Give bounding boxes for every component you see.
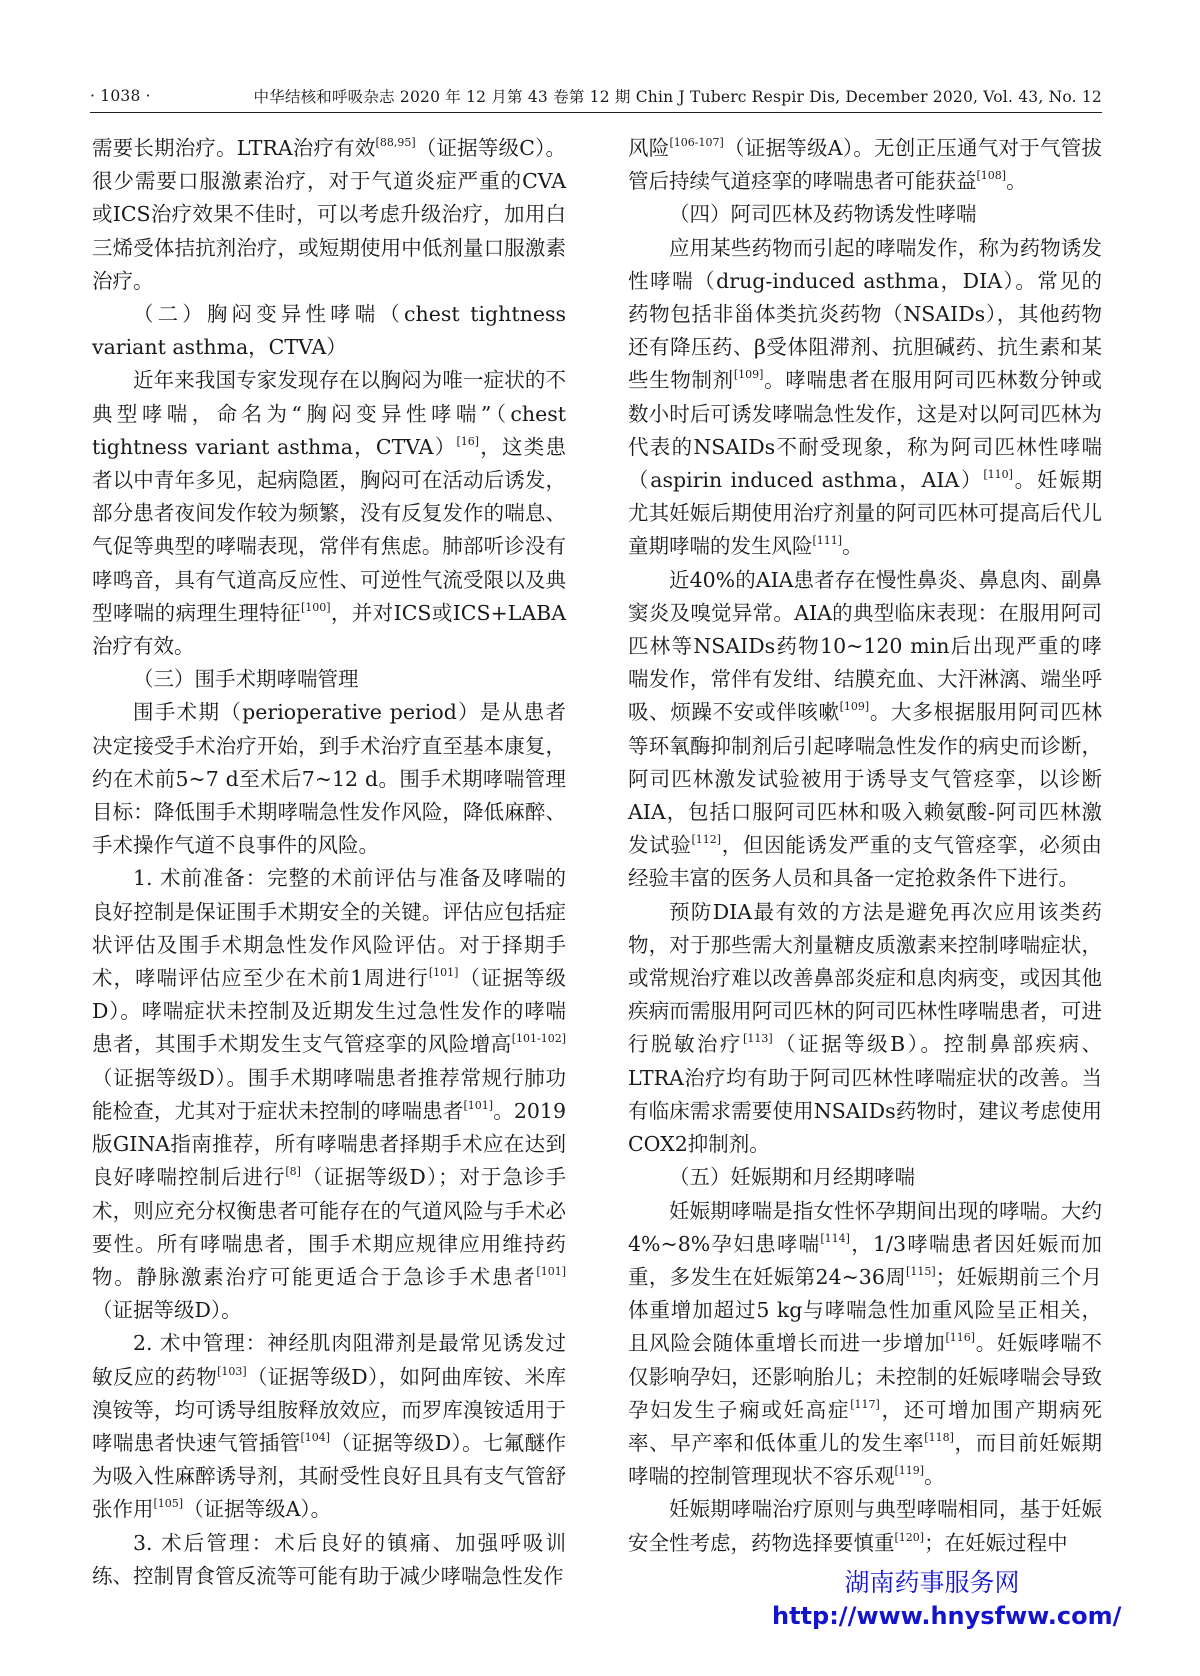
text-run: 2. 术中管理：神经肌肉阻滞剂是最常见诱发过敏反应的药物 [92,1331,566,1389]
text-run: 预防DIA最有效的方法是避免再次应用该类药物，对于那些需大剂量糖皮质激素来控制哮喘症状，或常规治疗难以改善鼻部炎症和息肉病变，或因其他疾病而需服用阿司匹林的阿司匹林性哮喘患者，可进行脱敏治疗 [628,899,1102,1057]
text-run: ，1/3哮喘患者因妊娠而加重，多发生在妊娠第24~36周 [628,1231,1102,1289]
text-run: ，还可增加围产期病死率、早产率和低体重儿的发生率 [628,1397,1102,1455]
watermark-site-url: http://www.hnysfww.com/ [772,1602,1122,1630]
text-run: 妊娠期哮喘治疗原则与典型哮喘相同，基于妊娠安全性考虑，药物选择要慎重 [628,1497,1102,1555]
paragraph [628,896,1102,1162]
text-run: （证据等级D）。七氟醚作为吸入性麻醉诱导剂，其耐受性良好且具有支气管舒张作用 [92,1430,567,1522]
citation-ref: [110] [983,468,1013,482]
text-run: （证据等级D）；对于急诊手术，则应充分权衡患者可能存在的气道风险与手术必要性。所有哮喘患者，围手术期应规律应用维持药物。静脉激素治疗可能更适合于急诊手术患者 [92,1165,567,1289]
section-heading [92,663,566,696]
citation-ref: [114] [820,1231,850,1245]
left-column [92,132,566,1593]
text-run: 。2019版GINA指南推荐，所有哮喘患者择期手术应在达到良好哮喘控制后进行 [92,1098,567,1190]
text-run: （证据等级A）。无创正压通气对于气管拔管后持续气道痉挛的哮喘患者可能获益 [628,136,1103,194]
watermark-site-name: 湖南药事服务网 [844,1568,1020,1597]
text-run: 。 [924,1464,945,1489]
journal-citation: 中华结核和呼吸杂志 2020 年 12 月第 43 卷第 12 期 Chin J Tuberc Respir Dis, December 2020, Vol. 43, No. 12 [253,88,1102,106]
paragraph [628,1493,1102,1559]
text-run: （证据等级D）。围手术期哮喘患者推荐常规行肺功能检查，尤其对于症状未控制的哮喘患者 [92,1065,566,1123]
text-run: 围手术期（perioperative period）是从患者决定接受手术治疗开始，到手术治疗直至基本康复，约在术前5~7 d至术后7~12 d。围手术期哮喘管理目标：降低围手术期哮喘急性发作风险，降低麻醉、手术操作气道不良事件的风险。 [92,700,566,858]
text-run: 风险 [628,136,670,160]
citation-ref: [8] [285,1165,301,1179]
text-run: ；妊娠期前三个月体重增加超过5 kg与哮喘急性加重风险呈正相关，且风险会随体重增长而进一步增加 [628,1264,1102,1356]
citation-ref: [104] [300,1430,331,1444]
paragraph [628,132,1102,198]
section-heading [628,1161,1102,1194]
section-heading [92,298,566,364]
paragraph [628,564,1102,896]
text-run: （证据等级C）。很少需要口服激素治疗，对于气道炎症严重的CVA或ICS治疗效果不佳时，可以考虑升级治疗，加用白三烯受体拮抗剂治疗，或短期使用中低剂量口服激素治疗。 [92,136,566,293]
text-run: 近40%的AIA患者存在慢性鼻炎、鼻息肉、副鼻窦炎及嗅觉异常。AIA的典型临床表现：在服用阿司匹林等NSAIDs药物10~120 min后出现严重的哮喘发作，常伴有发绀、结膜充血、大汗淋漓、端坐呼吸、烦躁不安或伴咳嗽 [628,567,1102,725]
text-run: （四）阿司匹林及药物诱发性哮喘 [669,202,977,227]
text-run: （证据等级D）。哮喘症状未控制及近期发生过急性发作的哮喘患者，其围手术期发生支气管痉挛的风险增高 [92,966,567,1057]
text-run: 近年来我国专家发现存在以胸闷为唯一症状的不典型哮喘，命名为“胸闷变异性哮喘”（chest tightness variant asthma，CTVA） [92,368,566,459]
citation-ref: [101] [463,1098,494,1112]
text-run: （三）围手术期哮喘管理 [133,667,359,692]
header-rule [90,112,1102,113]
paragraph [92,132,566,298]
text-run: （五）妊娠期和月经期哮喘 [669,1165,915,1190]
text-run: 。大多根据服用阿司匹林等环氧酶抑制剂后引起哮喘急性发作的病史而诊断，阿司匹林激发试验被用于诱导支气管痉挛，以诊断AIA，包括口服阿司匹林和吸入赖氨酸-阿司匹林激发试验 [628,700,1103,858]
text-run: （证据等级B）。控制鼻部疾病、LTRA治疗均有助于阿司匹林性哮喘症状的改善。当有临床需求需要使用NSAIDs药物时，建议考虑使用COX2抑制剂。 [628,1032,1102,1157]
citation-ref: [108] [976,169,1007,183]
text-run: 。妊娠期尤其妊娠后期使用治疗剂量的阿司匹林可提高后代儿童期哮喘的发生风险 [628,468,1103,559]
text-run: 应用某些药物而引起的哮喘发作，称为药物诱发性哮喘（drug-induced asthma，DIA）。常见的药物包括非甾体类抗炎药物（NSAIDs），其他药物还有降压药、β受体阻滞剂、抗胆碱药、抗生素和某些生物制剂 [628,235,1102,393]
citation-ref: [88,95] [375,136,416,149]
section-heading [628,198,1102,231]
citation-ref: [119] [894,1464,925,1478]
citation-ref: [112] [691,833,722,847]
running-header [90,82,1102,110]
text-run: 。妊娠哮喘不仅影响孕妇，还影响胎儿；未控制的妊娠哮喘会导致孕妇发生子痫或妊高症 [628,1331,1103,1422]
page-number: · 1038 · [90,87,151,105]
citation-ref: [109] [839,700,870,714]
citation-ref: [115] [906,1264,936,1278]
text-run: （二）胸闷变异性哮喘（chest tightness variant asthma，CTVA） [92,302,566,360]
paragraph [92,696,566,862]
text-run: ，而目前妊娠期哮喘的控制管理现状不容乐观 [628,1430,1103,1489]
paragraph [92,1527,566,1593]
text-run: 妊娠期哮喘是指女性怀孕期间出现的哮喘。大约4%~8%孕妇患哮喘 [628,1198,1102,1256]
text-run: ；在妊娠过程中 [924,1530,1068,1555]
text-run: （证据等级D），如阿曲库铵、米库溴铵等，均可诱导组胺释放效应，而罗库溴铵适用于哮喘患者快速气管插管 [92,1364,567,1455]
text-run: 。哮喘患者在服用阿司匹林数分钟或数小时后可诱发哮喘急性发作，这是对以阿司匹林为代表的NSAIDs不耐受现象，称为阿司匹林性哮喘（aspirin induced asthma，AIA） [628,368,1103,493]
paragraph [628,1195,1102,1494]
citation-ref: [111] [812,534,843,548]
text-run: 。 [1006,169,1027,194]
citation-ref: [101] [536,1264,566,1278]
citation-ref: [101-102] [511,1032,566,1046]
text-run: ，并对ICS或ICS+LABA治疗有效。 [92,600,567,659]
text-run: ，这类患者以中青年多见，起病隐匿，胸闷可在活动后诱发，部分患者夜间发作较为频繁，没有反复发作的喘息、气促等典型的哮喘表现，常伴有焦虑。肺部听诊没有哮鸣音，具有气道高反应性、可逆性气流受限以及典型哮喘的病理生理特征 [92,434,567,625]
citation-ref: [16] [456,434,480,448]
text-run: （证据等级A）。 [183,1497,332,1522]
paragraph [92,1327,566,1526]
text-run: ，但因能诱发严重的支气管痉挛，必须由经验丰富的医务人员和具备一定抢救条件下进行。 [628,833,1103,891]
text-run: 。 [842,534,863,559]
right-column [628,132,1102,1560]
citation-ref: [103] [217,1364,247,1378]
paragraph [628,232,1102,564]
text-run: （证据等级D）。 [92,1298,242,1323]
citation-ref: [109] [733,368,764,382]
watermark [772,1566,1122,1632]
citation-ref: [100] [300,600,331,614]
citation-ref: [117] [850,1397,880,1411]
paragraph [92,862,566,1327]
citation-ref: [101] [428,966,459,980]
text-run: 需要长期治疗。LTRA治疗有效 [92,136,376,160]
text-run: 3. 术后管理：术后良好的镇痛、加强呼吸训练、控制胃食管反流等可能有助于减少哮喘急性发作 [92,1530,566,1588]
citation-ref: [106-107] [669,136,724,149]
citation-ref: [105] [153,1497,184,1511]
citation-ref: [113] [743,1032,773,1046]
paragraph [92,364,566,663]
citation-ref: [116] [945,1331,976,1345]
citation-ref: [120] [894,1530,925,1544]
text-run: 1. 术前准备：完整的术前评估与准备及哮喘的良好控制是保证围手术期安全的关键。评估应包括症状评估及围手术期急性发作风险评估。对于择期手术，哮喘评估应至少在术前1周进行 [92,866,566,991]
citation-ref: [118] [924,1430,954,1444]
